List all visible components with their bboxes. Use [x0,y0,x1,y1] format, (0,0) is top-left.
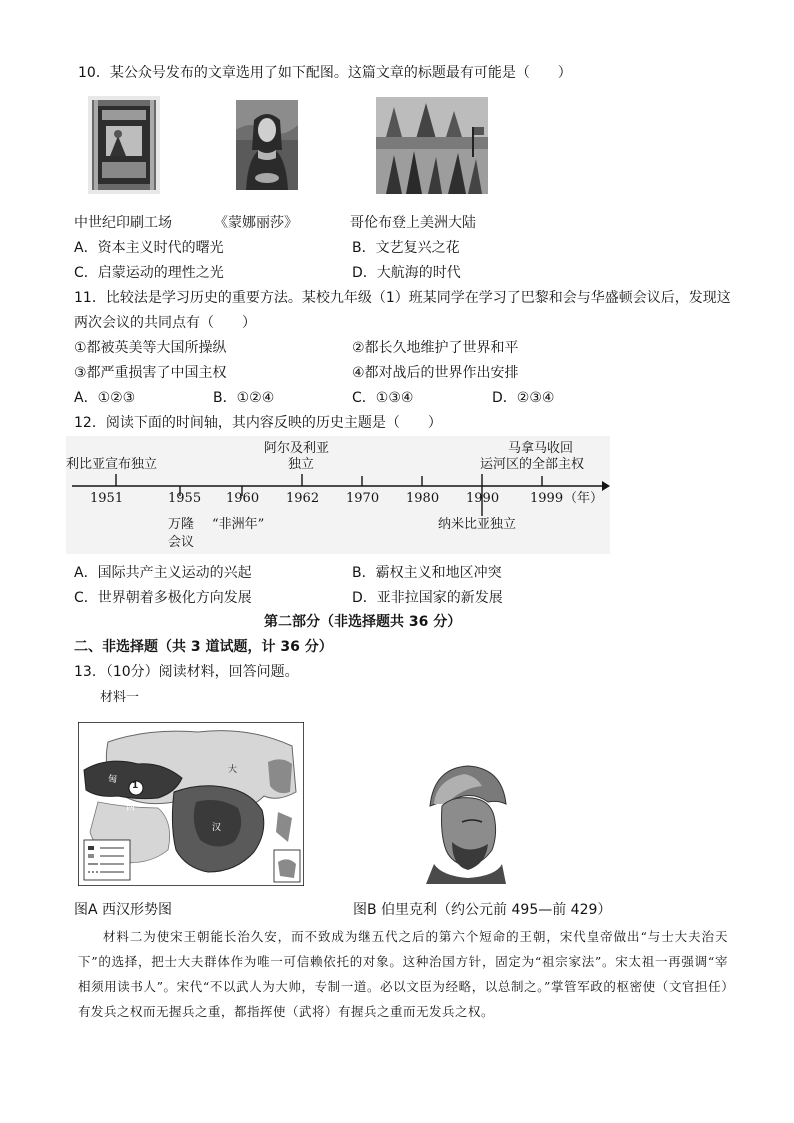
caption-figure-b: 图B 伯里克利（约公元前 495—前 429） [353,902,612,918]
timeline-event-panama-2: 运河区的全部主权 [480,457,585,472]
timeline-year-1951: 1951 [90,491,124,506]
q11-item-1: ①都被英美等大国所操纵 [74,340,227,356]
q10-option-a[interactable]: A．资本主义时代的曙光 [74,240,224,256]
western-han-map-image [78,722,304,886]
timeline-event-bandung-2: 会议 [168,535,195,550]
timeline-year-1970: 1970 [346,491,380,506]
q10-stem: 10．某公众号发布的文章选用了如下配图。这篇文章的标题最有可能是（ ） [78,65,572,81]
caption-figure-a: 图A 西汉形势图 [74,902,173,918]
timeline-year-1962: 1962 [286,491,320,506]
timeline-event-africa-year: “非洲年” [212,517,265,532]
timeline-year-1980: 1980 [406,491,440,506]
map-marker-1: 1 [132,781,139,791]
timeline-event-algeria-1: 阿尔及利亚 [264,441,330,456]
map-label-da: 大 [228,765,238,775]
q11-option-c[interactable]: C．①③④ [352,390,414,406]
timeline-event-namibia: 纳米比亚独立 [438,517,517,532]
q11-item-2: ②都长久地维护了世界和平 [352,340,519,356]
q12-option-c[interactable]: C．世界朝着多极化方向发展 [74,590,252,606]
q12-option-a[interactable]: A．国际共产主义运动的兴起 [74,565,252,581]
timeline-event-bandung-1: 万隆 [168,517,195,532]
caption-mona-lisa: 《蒙娜丽莎》 [214,215,298,231]
q12-option-b[interactable]: B．霸权主义和地区冲突 [352,565,502,581]
part2-title: 第二部分（非选择题共 36 分） [264,614,462,630]
q10-option-c[interactable]: C．启蒙运动的理性之光 [74,265,224,281]
timeline-event-libya: 利比亚宣布独立 [66,457,158,472]
material2-paragraph: 材料二为使宋王朝能长治久安，而不致成为继五代之后的第六个短命的王朝，宋代皇帝做出“与士大夫治天下”的选择，把士大夫群体作为唯一可信赖依托的对象。这种治国方针，固定为“祖宗家法”。宋太祖一再强调“宰相须用读书人”。宋代“不以武人为大帅，专制一道。必以文臣为经略，以总制之。”掌管军政的枢密使（文官担任）有发兵之权而无握兵之重，都指挥使（武将）有握兵之重而无发兵之权。 [78,929,728,1019]
q10-option-b[interactable]: B．文艺复兴之花 [352,240,460,256]
pericles-bust-image [412,760,518,884]
timeline-figure [66,436,610,554]
timeline-unit: （年） [564,491,604,506]
q11-option-b[interactable]: B．①②④ [213,390,275,406]
map-label-han: 汉 [212,823,222,833]
q13-material1-label: 材料一 [100,690,140,705]
timeline-year-1960: 1960 [226,491,260,506]
q11-stem-line2: 两次会议的共同点有（ ） [74,315,256,331]
q11-option-a[interactable]: A．①②③ [74,390,136,406]
q11-option-d[interactable]: D．②③④ [492,390,555,406]
timeline-event-panama-1: 马拿马收回 [508,441,574,456]
q11-item-3: ③都严重损害了中国主权 [74,365,227,381]
printing-workshop-image [88,96,160,194]
map-label-west: 西 [126,803,136,813]
q11-item-4: ④都对战后的世界作出安排 [352,365,519,381]
timeline-year-1955: 1955 [168,491,202,506]
q10-option-d[interactable]: D．大航海的时代 [352,265,461,281]
q11-stem-line1: 11．比较法是学习历史的重要方法。某校九年级（1）班某同学在学习了巴黎和会与华盛顿会议后，发现这 [74,290,731,306]
columbus-landing-image [376,97,488,194]
q12-option-d[interactable]: D．亚非拉国家的新发展 [352,590,503,606]
part2-section-heading: 二、非选择题（共 3 道试题，计 36 分） [74,639,333,655]
caption-printing: 中世纪印刷工场 [74,215,172,231]
timeline-event-algeria-2: 独立 [288,457,315,472]
caption-columbus: 哥伦布登上美洲大陆 [350,215,476,231]
q12-stem: 12．阅读下面的时间轴，其内容反映的历史主题是（ ） [74,415,442,431]
mona-lisa-image [236,100,298,190]
q13-stem: 13．（10分）阅读材料，回答问题。 [74,664,299,680]
timeline-year-1999: 1999 [530,491,564,506]
map-label-xiongnu: 匈 [108,775,118,785]
timeline-year-1990: 1990 [466,491,500,506]
